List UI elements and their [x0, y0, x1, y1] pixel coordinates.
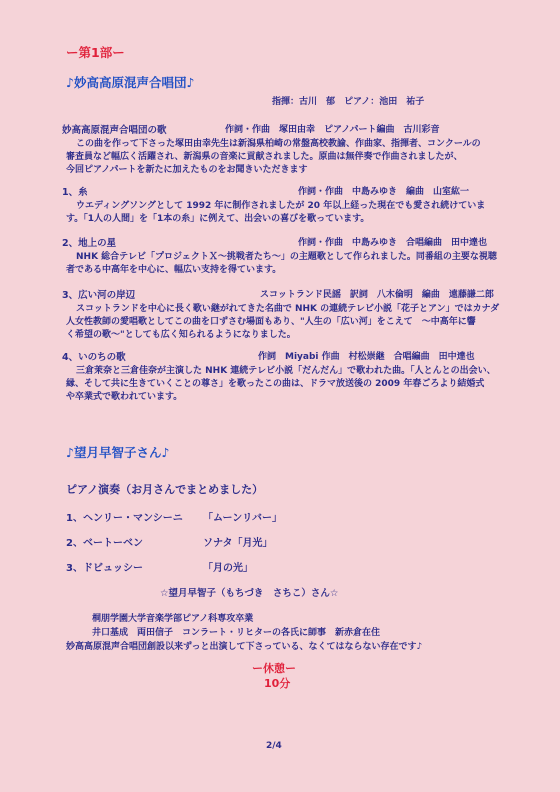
recital-header: ピアノ演奏（お月さんでまとめました）	[66, 483, 264, 496]
pianist-name: ☆望月早智子（もちづき さちこ）さん☆	[160, 588, 339, 599]
page-number: 2/4	[266, 741, 282, 751]
description-line: 者である中高年を中心に、幅広い支持を得ています。	[66, 265, 282, 275]
song-description	[66, 303, 506, 342]
piece-composer: 3、ドビュッシー	[66, 563, 143, 574]
description-line: スコットランドを中心に長く歌い継がれてきた名曲で NHK の連続テレビ小説「花子とアン」ではカナダ	[76, 304, 500, 314]
description-line: 三倉茉奈と三倉佳奈が主演した NHK 連続テレビ小説「だんだん」で歌われた曲。「人とんとの出会い、	[76, 366, 496, 376]
description-line: や卒業式で歌われています。	[66, 392, 183, 402]
intermission-duration: 10分	[264, 677, 291, 690]
profile-line: 井口基成 両田信子 コンラート・リヒターの各氏に師事 新赤倉在住	[92, 628, 381, 638]
description-line: す。「1人の人間」を「1本の糸」に例えて、出会いの喜びを歌っています。	[66, 214, 370, 224]
song-title: 1、糸	[62, 187, 88, 198]
song-credit: 作詞 Miyabi 作曲 村松崇継 合唱編曲 田中達也	[258, 352, 475, 362]
song-description	[66, 200, 506, 226]
description-line: NHK 総合テレビ「プロジェクトＸ～挑戦者たち～」の主題歌として作られました。同番組の主要な視聴	[76, 252, 497, 262]
part1-header: ー第1部ー	[66, 45, 125, 60]
song-credit: 作詞・作曲 中島みゆき 編曲 山室紘一	[298, 187, 470, 197]
song-title: 3、広い河の岸辺	[62, 290, 136, 301]
pianist-title: ♪望月早智子さん♪	[66, 445, 170, 460]
song-description	[66, 251, 506, 277]
piece-composer: 1、ヘンリー・マンシーニ	[66, 513, 183, 524]
choir-title: ♪妙高高原混声合唱団♪	[66, 75, 195, 90]
intermission-label: ー休憩ー	[252, 662, 296, 675]
conductor-line: 指揮：古川 郁 ピアノ：池田 祐子	[272, 97, 425, 107]
description-line: 縁、そして共に生きていくことの尊さ」を歌ったこの曲は、ドラマ放送後の 2009 年春ごろより結婚式	[66, 379, 485, 389]
description-line: 今回ピアノパートを新たに加えたものをお聞きいただきます	[66, 165, 308, 175]
anthem-description	[66, 138, 506, 177]
piece-work: 「月の光」	[203, 563, 253, 574]
description-line: ウエディングソングとして 1992 年に制作されましたが 20 年以上経った現在でも愛され続けていま	[76, 201, 486, 211]
profile-line: 妙高高原混声合唱団創設以来ずっと出演して下さっている、なくてはならない存在です♪	[66, 642, 423, 652]
song-title: 4、いのちの歌	[62, 352, 126, 363]
piece-work: ソナタ「月光」	[203, 538, 273, 549]
description-line: この曲を作って下さった塚田由幸先生は新潟県柏崎の常盤高校教諭、作曲家、指揮者、コンクールの	[76, 139, 481, 149]
description-line: く希望の歌～"としても広く知られるようになりました。	[66, 330, 296, 340]
anthem-credit: 作詞・作曲 塚田由幸 ピアノパート編曲 古川彩音	[225, 125, 440, 135]
description-line: 審査員など幅広く活躍され、新潟県の音楽に貢献されました。原曲は無伴奏で作曲されましたが、	[66, 152, 463, 162]
description-line: 人女性教師の愛唱歌としてこの曲を口ずさむ場面もあり、"人生の「広い河」をこえて ～中高年に響	[66, 317, 476, 327]
song-credit: スコットランド民謡 訳詞 八木倫明 編曲 遠藤謙二郎	[260, 290, 494, 300]
piece-composer: 2、ベートーベン	[66, 538, 143, 549]
song-title: 2、地上の星	[62, 238, 117, 249]
song-description	[66, 365, 506, 404]
anthem-title: 妙高高原混声合唱団の歌	[62, 125, 167, 136]
song-credit: 作詞・作曲 中島みゆき 合唱編曲 田中達也	[298, 238, 488, 248]
profile-line: 桐朋学園大学音楽学部ピアノ科専攻卒業	[92, 614, 254, 624]
piece-work: 「ムーンリバー」	[203, 513, 282, 524]
